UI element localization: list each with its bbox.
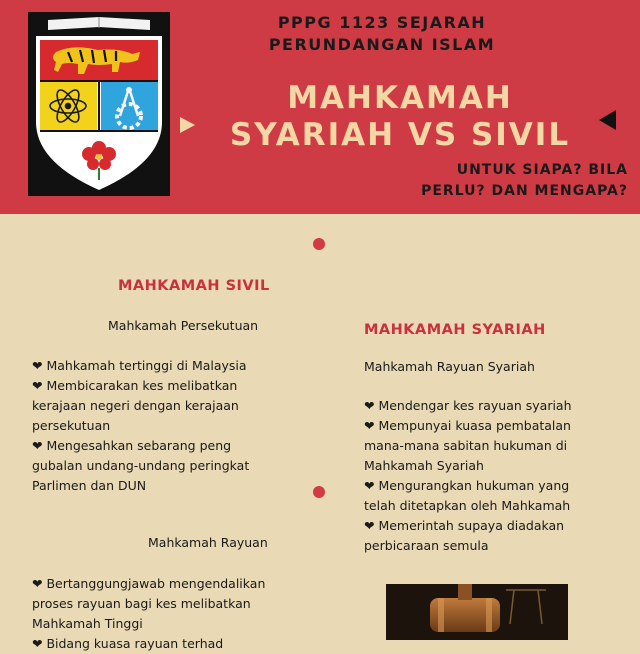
list-item: ❤ Mahkamah tertinggi di Malaysia — [32, 358, 247, 373]
triangle-right-icon — [180, 117, 195, 133]
subtitle-line: UNTUK SIAPA? BILA — [456, 162, 628, 178]
bullet-list — [32, 356, 322, 496]
list-item: Mahkamah Tinggi — [32, 616, 143, 631]
header-banner — [0, 0, 640, 214]
list-item: kerajaan negeri dengan kerajaan — [32, 398, 239, 413]
crest-icon — [28, 12, 170, 196]
list-item: ❤ Memerintah supaya diadakan — [364, 518, 565, 533]
list-item: gubalan undang-undang peringkat — [32, 458, 250, 473]
court-name: Mahkamah Persekutuan — [108, 318, 259, 333]
dot-marker — [313, 238, 325, 250]
course-title: PPPG 1123 SEJARAH PERUNDANGAN ISLAM — [268, 13, 496, 54]
section-heading-syariah: MAHKAMAH SYARIAH — [364, 322, 546, 338]
title-line: MAHKAMAH — [287, 80, 513, 116]
subtitle-line: PERLU? DAN MENGAPA? — [421, 183, 628, 199]
list-item: ❤ Bidang kuasa rayuan terhad — [32, 636, 224, 651]
list-item: ❤ Bertanggungjawab mengendalikan — [32, 576, 266, 591]
list-item: Mahkamah Syariah — [364, 458, 484, 473]
gavel-icon — [386, 584, 568, 640]
court-name: Mahkamah Rayuan Syariah — [364, 359, 535, 374]
page-title — [190, 80, 610, 154]
triangle-left-icon — [599, 110, 616, 130]
list-item: proses rayuan bagi kes melibatkan — [32, 596, 251, 611]
list-item: ❤ Mengurangkan hukuman yang — [364, 478, 570, 493]
list-item: persekutuan — [32, 418, 111, 433]
title-line: SYARIAH VS SIVIL — [229, 117, 571, 153]
list-item: ❤ Membicarakan kes melibatkan — [32, 378, 238, 393]
list-item: ❤ Mendengar kes rayuan syariah — [364, 398, 572, 413]
court-name: Mahkamah Rayuan — [148, 535, 268, 550]
section-heading-sivil: MAHKAMAH SIVIL — [118, 278, 270, 294]
list-item: telah ditetapkan oleh Mahkamah — [364, 498, 571, 513]
page-subtitle — [388, 160, 628, 202]
bullet-list — [32, 574, 322, 654]
list-item: Parlimen dan DUN — [32, 478, 147, 493]
list-item: ❤ Mengesahkan sebarang peng — [32, 438, 232, 453]
list-item: ❤ Mempunyai kuasa pembatalan — [364, 418, 571, 433]
gavel-photo — [386, 584, 568, 640]
list-item: perbicaraan semula — [364, 538, 489, 553]
list-item: mana-mana sabitan hukuman di — [364, 438, 568, 453]
bullet-list — [364, 396, 634, 556]
university-emblem — [28, 12, 170, 196]
